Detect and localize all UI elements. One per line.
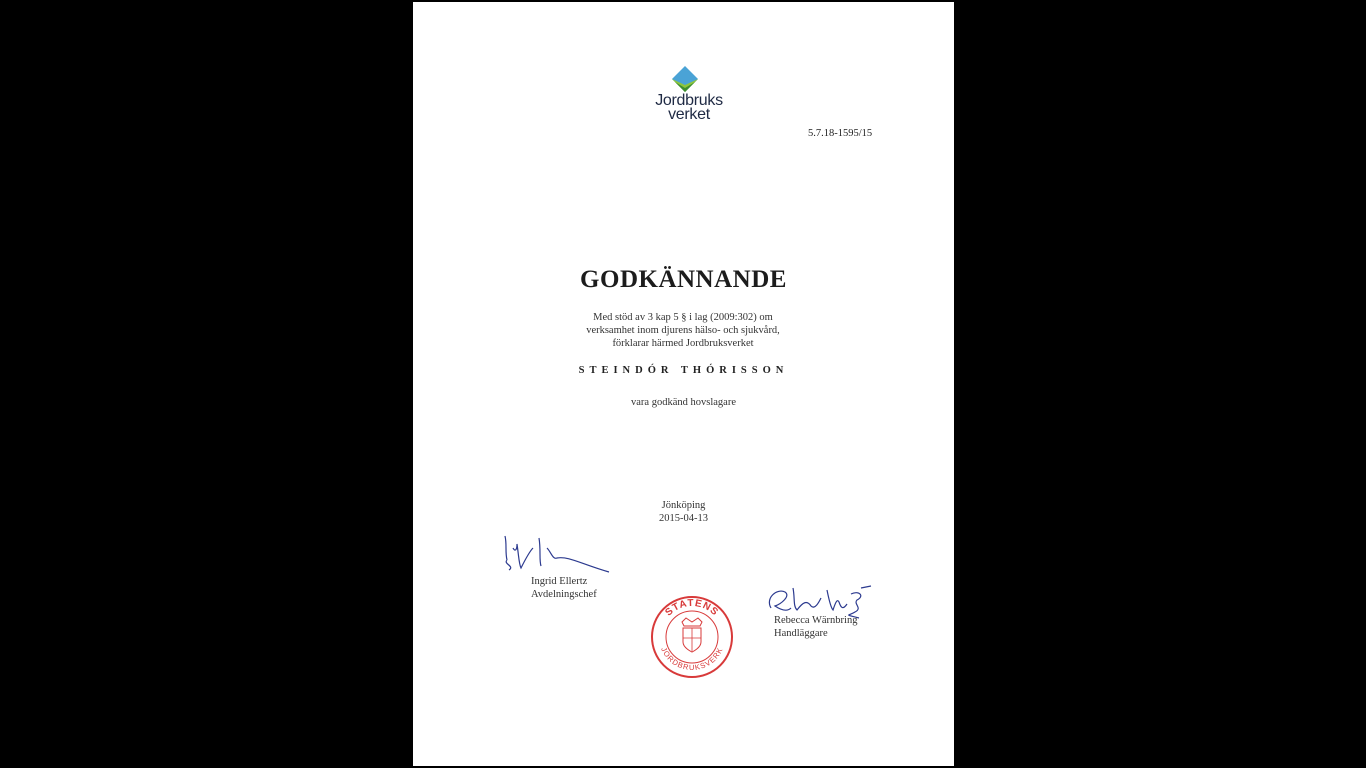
signature-1 (499, 530, 614, 578)
intro-line: Med stöd av 3 kap 5 § i lag (2009:302) om (593, 312, 773, 323)
intro-line: förklarar härmed Jordbruksverket (612, 338, 754, 349)
signatory-1 (531, 575, 597, 601)
place-and-date (413, 499, 954, 525)
intro-line: verksamhet inom djurens hälso- och sjukvård, (586, 325, 780, 336)
svg-text:STATENS (663, 598, 720, 619)
signatory-2-title: Handläggare (774, 628, 828, 639)
seal-bottom-text: JORDBRUKSVERK (659, 645, 725, 673)
approval-role: vara godkänd hovslagare (631, 397, 736, 408)
signatory-1-name: Ingrid Ellertz (531, 576, 588, 587)
place: Jönköping (661, 500, 706, 511)
document-page (413, 2, 954, 766)
document-title: GODKÄNNANDE (580, 266, 787, 293)
logo-wordmark: Jordbruks verket (655, 92, 723, 123)
signatory-2 (774, 614, 857, 640)
reference-number: 5.7.18-1595/15 (808, 128, 873, 139)
intro-text (533, 311, 833, 350)
official-seal-stamp (649, 594, 735, 680)
signatory-1-title: Avdelningschef (531, 589, 597, 600)
signatory-2-name: Rebecca Wärnbring (774, 615, 858, 626)
seal-top-text: STATENS (663, 597, 721, 619)
date: 2015-04-13 (659, 513, 708, 524)
recipient-name: STEINDÓR THÓRISSON (578, 365, 789, 376)
